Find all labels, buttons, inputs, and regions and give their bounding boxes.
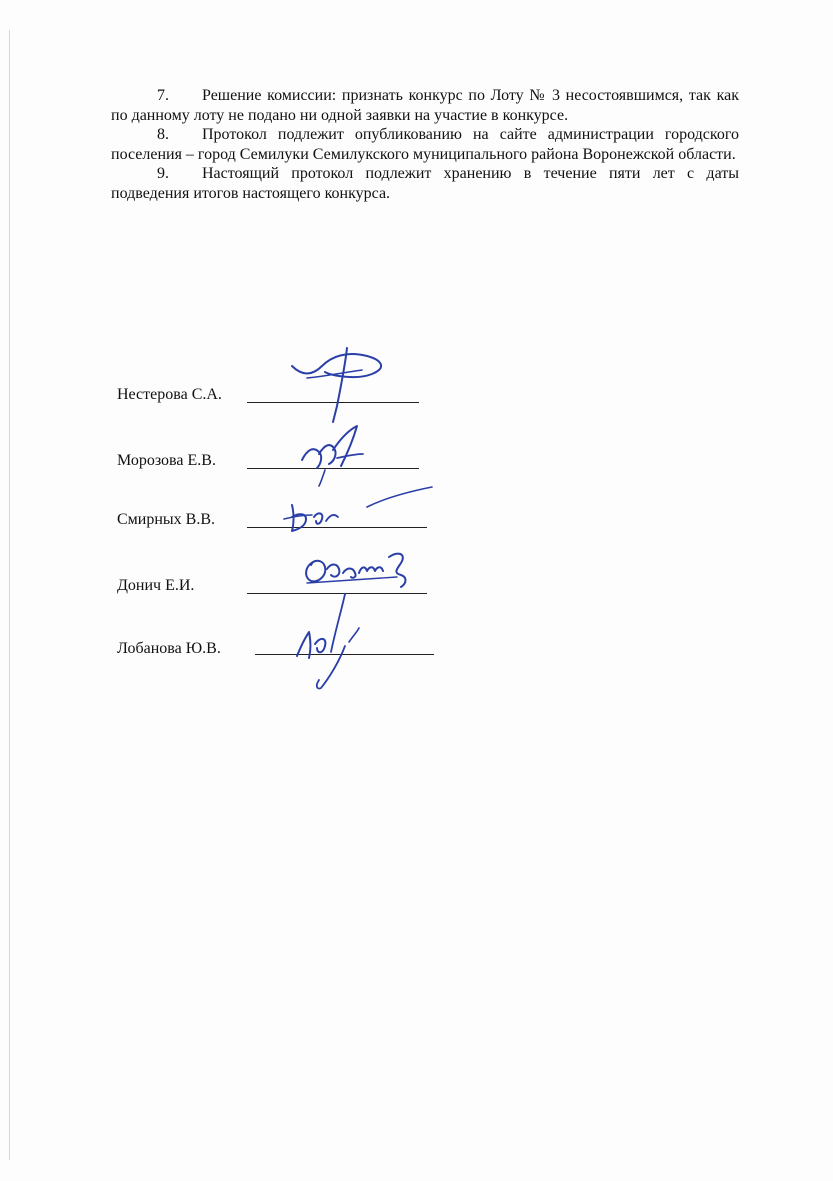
paragraph-number: 9. — [157, 165, 169, 182]
paragraph-7 — [111, 86, 739, 125]
handwritten-signature — [272, 483, 442, 543]
signatory-name: Донич Е.И. — [117, 577, 195, 594]
signatory-name: Лобанова Ю.В. — [117, 640, 221, 657]
signatory-name: Нестерова С.А. — [117, 386, 222, 403]
scan-edge — [9, 30, 10, 1160]
paragraph-number: 8. — [157, 126, 169, 143]
paragraph-text: Протокол подлежит опубликованию на сайте администрации городского поселения – город Семилуки Семилукского муниципального района Воронежской области. — [111, 126, 739, 163]
paragraph-8 — [111, 125, 739, 164]
handwritten-signature — [287, 346, 427, 426]
signatory-name: Морозова Е.В. — [117, 452, 216, 469]
paragraph-text: Настоящий протокол подлежит хранению в течение пяти лет с даты подведения итогов настоящего конкурса. — [111, 165, 739, 202]
handwritten-signature — [297, 420, 387, 490]
signatory-name: Смирных В.В. — [117, 511, 216, 528]
paragraph-9 — [111, 164, 739, 203]
handwritten-signature — [287, 592, 367, 692]
paragraph-number: 7. — [157, 87, 169, 104]
paragraph-text: Решение комиссии: признать конкурс по Лоту № 3 несостоявшимся, так как по данному лоту не подано ни одной заявки на участие в конкурсе. — [111, 87, 739, 124]
protocol-body — [111, 86, 739, 203]
